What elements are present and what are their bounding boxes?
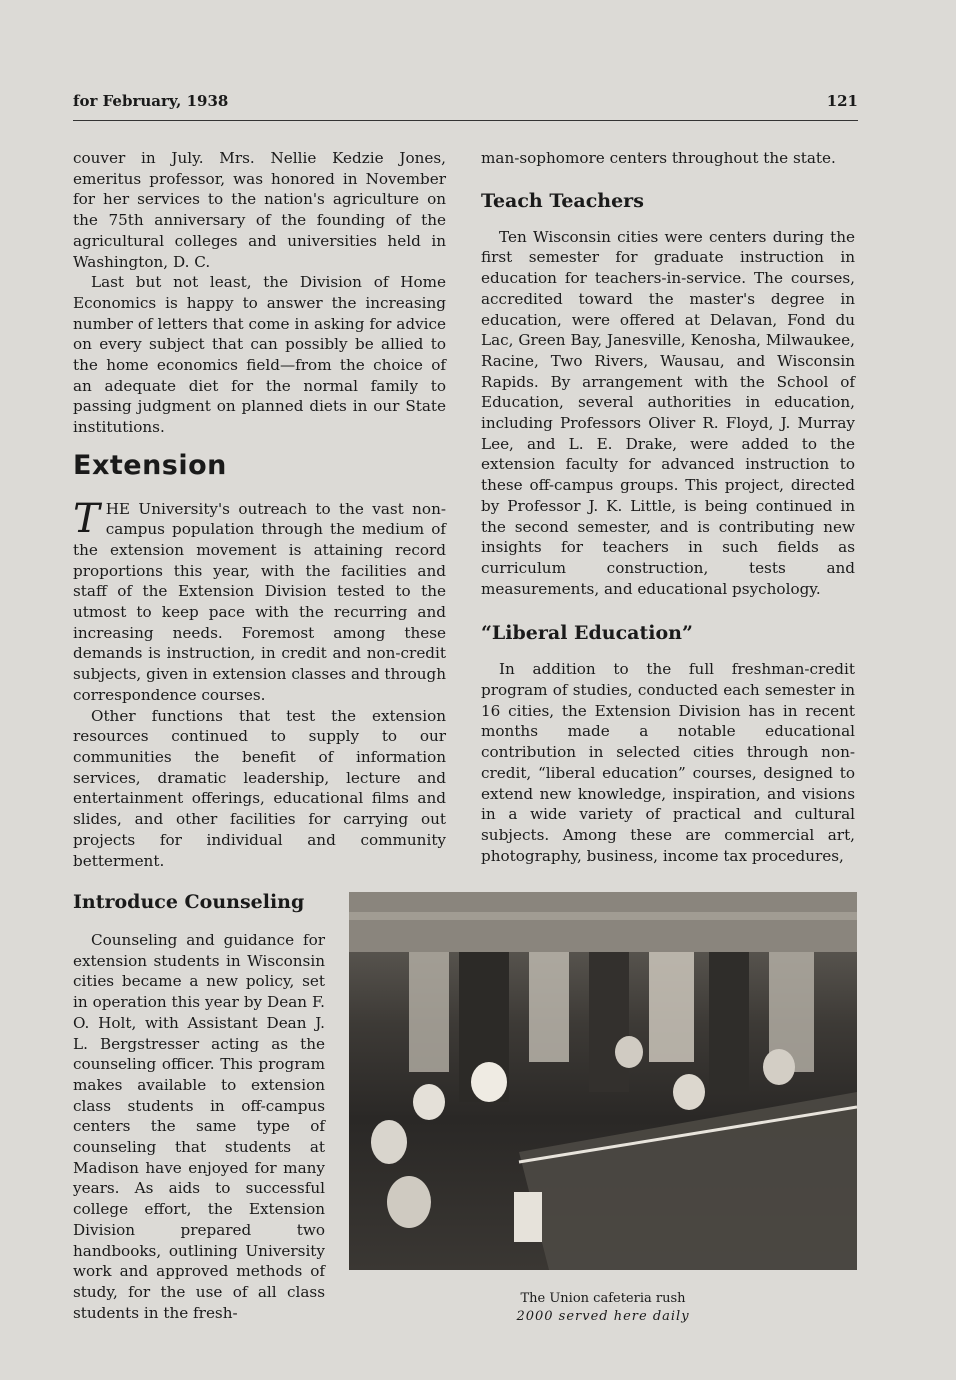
- photo-illustration: [349, 892, 857, 1270]
- paragraph: man-sophomore centers throughout the state.: [481, 149, 836, 167]
- paragraph: Other functions that test the extension resources continued to supply to our communities the benefit of information services, dramatic leadership, lecture and entertainment offerings, educational films and slides, and other facilities for carrying out projects for individual and community betterment.: [73, 706, 446, 870]
- drop-cap: T: [73, 495, 100, 542]
- counseling-heading: Introduce Counseling: [73, 891, 305, 913]
- paragraph: In addition to the full freshman-credit program of studies, conducted each semester in 16 cities, the Extension Division has in recent months made a notable educational contribution in selected cities through non-credit, “liberal education” courses, designed to extend new knowledge, inspiration, and visions in a wide variety of practical and cultural subjects. Among these are commercial art, photography, business, income tax procedures,: [481, 660, 855, 865]
- paragraph: Counseling and guidance for extension students in Wisconsin cities became a new policy, set in operation this year by Dean F. O. Holt, with Assistant Dean J. L. Bergstresser acting as the counseling officer. This program makes available to extension class students in off-campus centers the same type of counseling that students at Madison have enjoyed for many years. As aids to successful college effort, the Extension Division prepared two handbooks, outlining University work and approved methods of study, for the use of all class students in the fresh-: [73, 931, 325, 1322]
- photo-caption: [349, 1290, 857, 1326]
- page-header: [73, 88, 858, 116]
- left-column: [73, 148, 446, 871]
- counseling-section: [73, 890, 325, 1339]
- extension-heading: Extension: [73, 449, 227, 481]
- issue-date: for February, 1938: [73, 92, 229, 110]
- paragraph: THE University's outreach to the vast non-campus population through the medium of the extension movement is attaining record proportions this year, with the facilities and staff of the Extension Division tested to the utmost to keep pace with the recurring and increasing needs. Foremost among these demands is instruction, in credit and non-credit subjects, given in extension classes and through correspondence courses.: [73, 495, 446, 704]
- header-rule: [73, 120, 858, 121]
- page-number: 121: [826, 92, 858, 110]
- teach-teachers-heading: Teach Teachers: [481, 189, 644, 212]
- paragraph: Last but not least, the Division of Home Economics is happy to answer the increasing number of letters that come in asking for advice on every subject that can possibly be allied to the home economics field—from the choice of an adequate diet for the normal family to passing judgment on planned diets in our State institutions.: [73, 273, 446, 437]
- paragraph: couver in July. Mrs. Nellie Kedzie Jones, emeritus professor, was honored in November for her services to the nation's agriculture on the 75th anniversary of the founding of the agricultural colleges and universities held in Washington, D. C.: [73, 149, 446, 271]
- liberal-education-heading: “Liberal Education”: [481, 622, 693, 645]
- caption-subtitle: 2000 served here daily: [516, 1309, 690, 1324]
- paragraph: Ten Wisconsin cities were centers during the first semester for graduate instruction in education for teachers-in-service. The courses, accredited toward the master's degree in education, were offered at Delavan, Fond du Lac, Green Bay, Janesville, Kenosha, Milwaukee, Racine, Two Rivers, Wausau, and Wisconsin Rapids. By arrangement with the School of Education, several authorities in education, including Professors Oliver R. Floyd, J. Murray Lee, and L. E. Drake, were added to the extension faculty for advanced instruction to these off-campus groups. This project, directed by Professor J. K. Little, is being continued in the second semester, and is contributing new insights for teachers in such fields as curriculum construction, tests and measurements, and educational psychology.: [481, 227, 855, 598]
- caption-title: The Union cafeteria rush: [520, 1291, 686, 1306]
- cafeteria-photo: [349, 892, 857, 1270]
- right-column: [481, 148, 855, 866]
